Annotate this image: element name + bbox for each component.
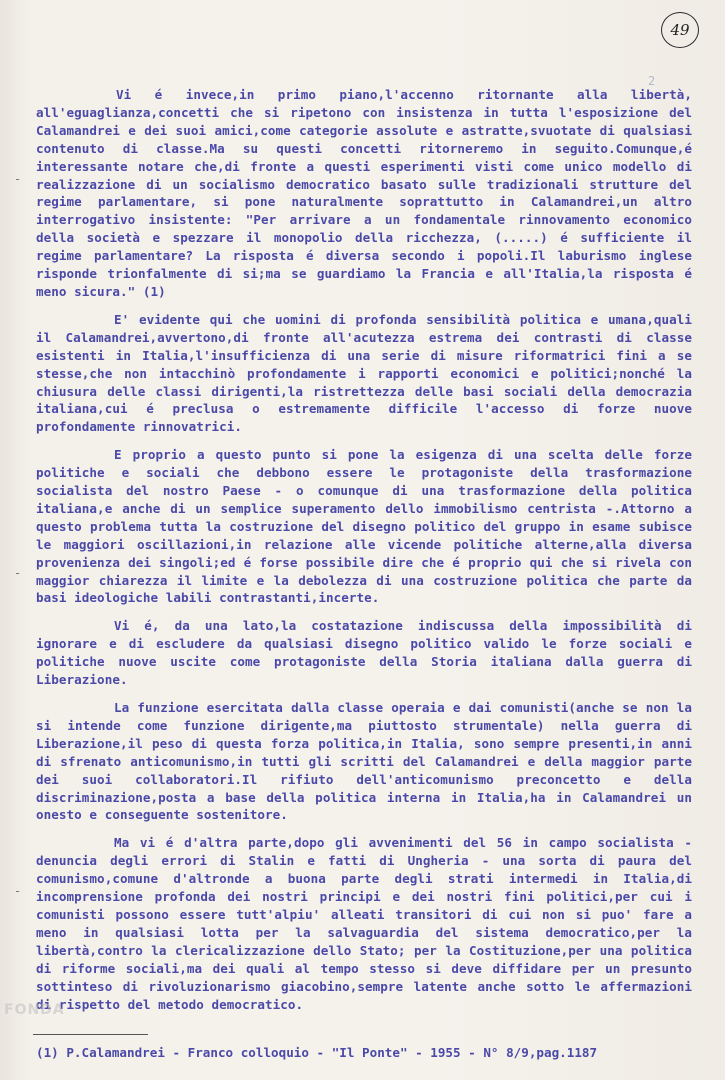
page-number-circle	[661, 12, 699, 48]
footnote-rule	[33, 1034, 148, 1035]
folio-number: 2	[648, 74, 656, 88]
paragraph: La funzione esercitata dalla classe operaia e dai comunisti(anche se non la si intende come funzione dirigente,ma piuttosto strumentale) nella guerra di Liberazione,il peso di questa forza politica,in Italia, sono sempre presenti,in anni di sfrenato anticomunismo,in tutti gli scritti del Calamandrei e della maggior parte dei suoi collaboratori.Il rifiuto dell'anticomunismo preconcetto e della discriminazione,posta a base della politica interna in Italia,ha in Calamandrei un onesto e conseguente sostenitore.	[36, 700, 692, 823]
margin-mark: -	[14, 566, 22, 580]
watermark: FONDA	[4, 1002, 65, 1018]
paragraph: E proprio a questo punto si pone la esigenza di una scelta delle forze politiche e sociali che debbono essere le protagoniste della trasformazione socialista del nostro Paese - o comunque di una trasformazione della politica italiana,e anche di un semplice superamento dello immobilismo centrista -.Attorno a questo problema tutta la costruzione del disegno politico del gruppo in esame subisce le maggiori oscillazioni,in relazione alle vicende politiche alterne,alla diversa provenienza dei singoli;ed é forse possibile dire che é proprio qui che si rivela con maggior chiarezza il limite e la debolezza di una costruzione politica che parte da basi ideologiche labili contrastanti,incerte.	[36, 447, 692, 606]
margin-mark: -	[14, 884, 22, 898]
paragraph: Vi é invece,in primo piano,l'accenno ritornante alla libertà, all'eguaglianza,concetti che si ripetono con insistenza in tutta l'esposizione del Calamandrei e dei suoi amici,come categorie assolute e astratte,svuotate di qualsiasi contenuto di classe.Ma su questi concetti ritorneremo in seguito.Comunque,é interessante notare che,di fronte a questi esperimenti visti come unico modello di realizzazione di un socialismo democratico basato sulle tradizionali strutture del regime parlamentare, si pone naturalmente soprattutto in Calamandrei,un altro interrogativo insistente: "Per arrivare a un fondamentale rinnovamento economico della società e spezzare il monopolio della ricchezza, (.....) é sufficiente il regime parlamentare? La risposta é diversa secondo i popoli.Il laburismo inglese risponde trionfalmente di si;ma se guardiamo la Francia e all'Italia,la risposta é meno sicura." (1)	[36, 87, 692, 299]
paragraph: Vi é, da una lato,la costatazione indiscussa della impossibilità di ignorare e di escludere da qualsiasi disegno politico valido le forze sociali e politiche nuove uscite come protagoniste della Storia italiana dalla guerra di Liberazione.	[36, 618, 692, 688]
page-number: 49	[670, 21, 690, 39]
footnote: (1) P.Calamandrei - Franco colloquio - "Il Ponte" - 1955 - N° 8/9,pag.1187	[36, 1045, 598, 1060]
margin-mark: -	[14, 172, 22, 186]
paragraph: Ma vi é d'altra parte,dopo gli avvenimenti del 56 in campo socialista - denuncia degli errori di Stalin e fatti di Ungheria - una sorta di paura del comunismo,comune d'altronde a buona parte degli strati intermedi in Italia,di incomprensione profonda dei nostri principi e dei nostri fini politici,per cui i comunisti possono essere tutt'alpiu' alleati transitori di cui non si puo' fare a meno in qualsiasi lotta per la salvaguardia del sistema democratico,per la libertà,contro la clericalizzazione dello Stato; per la Costituzione,per una politica di riforme sociali,ma dei quali al tempo stesso si deve diffidare per un presunto sottinteso di rivoluzionarismo giacobino,sempre latente anche sotto le affermazioni di rispetto del metodo democratico.	[36, 835, 692, 1012]
paragraph: E' evidente qui che uomini di profonda sensibilità politica e umana,quali il Calamandrei,avvertono,di fronte all'acutezza estrema dei contrasti di classe esistenti in Italia,l'insufficienza di una serie di misure riformatrici fini a se stesse,che non intacchinò profondamente i rapporti economici e politici;nonché la chiusura delle classi dirigenti,la ristrettezza delle basi sociali della democrazia italiana,cui é preclusa o estremamente difficile l'accesso di forze nuove profondamente rinnovatrici.	[36, 311, 692, 435]
body-text	[36, 86, 692, 1023]
